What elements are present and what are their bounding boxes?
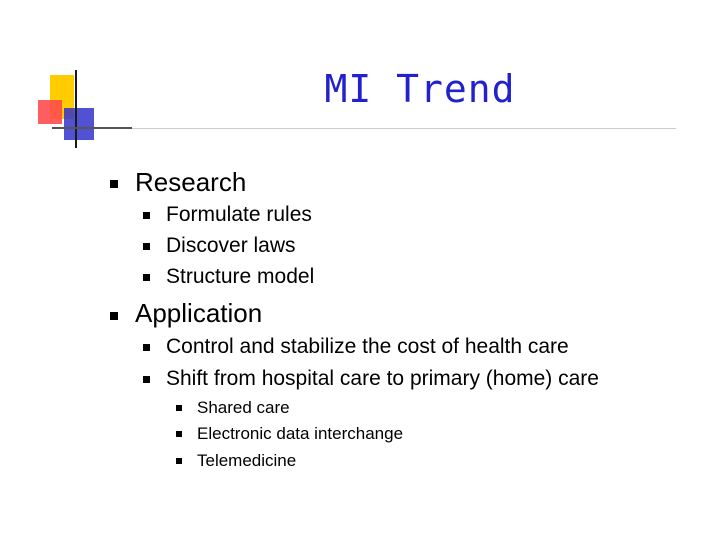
- bullet-text: Formulate rules: [166, 203, 312, 226]
- red-square: [38, 100, 62, 124]
- bullet-text: Telemedicine: [197, 451, 297, 470]
- bullet-square-icon: [143, 344, 150, 351]
- slide-title: MI Trend: [324, 67, 516, 111]
- bullet-text: Structure model: [166, 265, 315, 288]
- bullet-square-icon: [143, 274, 150, 281]
- bullet-square-icon: [110, 180, 118, 188]
- bullet-text: Shared care: [197, 398, 290, 417]
- vertical-rule: [75, 70, 77, 148]
- bullet-text: Shift from hospital care to primary (home) care: [166, 367, 599, 390]
- bullet-square-icon: [110, 312, 118, 320]
- bullet-square-icon: [176, 458, 182, 464]
- bullet-text: Electronic data interchange: [197, 424, 404, 443]
- title-underline-accent: [52, 127, 132, 129]
- bullet-text: Application: [135, 298, 263, 328]
- bullet-square-icon: [176, 431, 182, 437]
- bullet-square-icon: [143, 212, 150, 219]
- blue-square: [64, 108, 94, 140]
- bullet-text: Discover laws: [166, 234, 296, 257]
- bullet-square-icon: [143, 243, 150, 250]
- bullet-text: Control and stabilize the cost of health care: [166, 335, 569, 358]
- bullet-text: Research: [135, 167, 247, 197]
- bullet-square-icon: [143, 376, 150, 383]
- title-underline: [52, 128, 676, 129]
- bullet-square-icon: [176, 405, 182, 411]
